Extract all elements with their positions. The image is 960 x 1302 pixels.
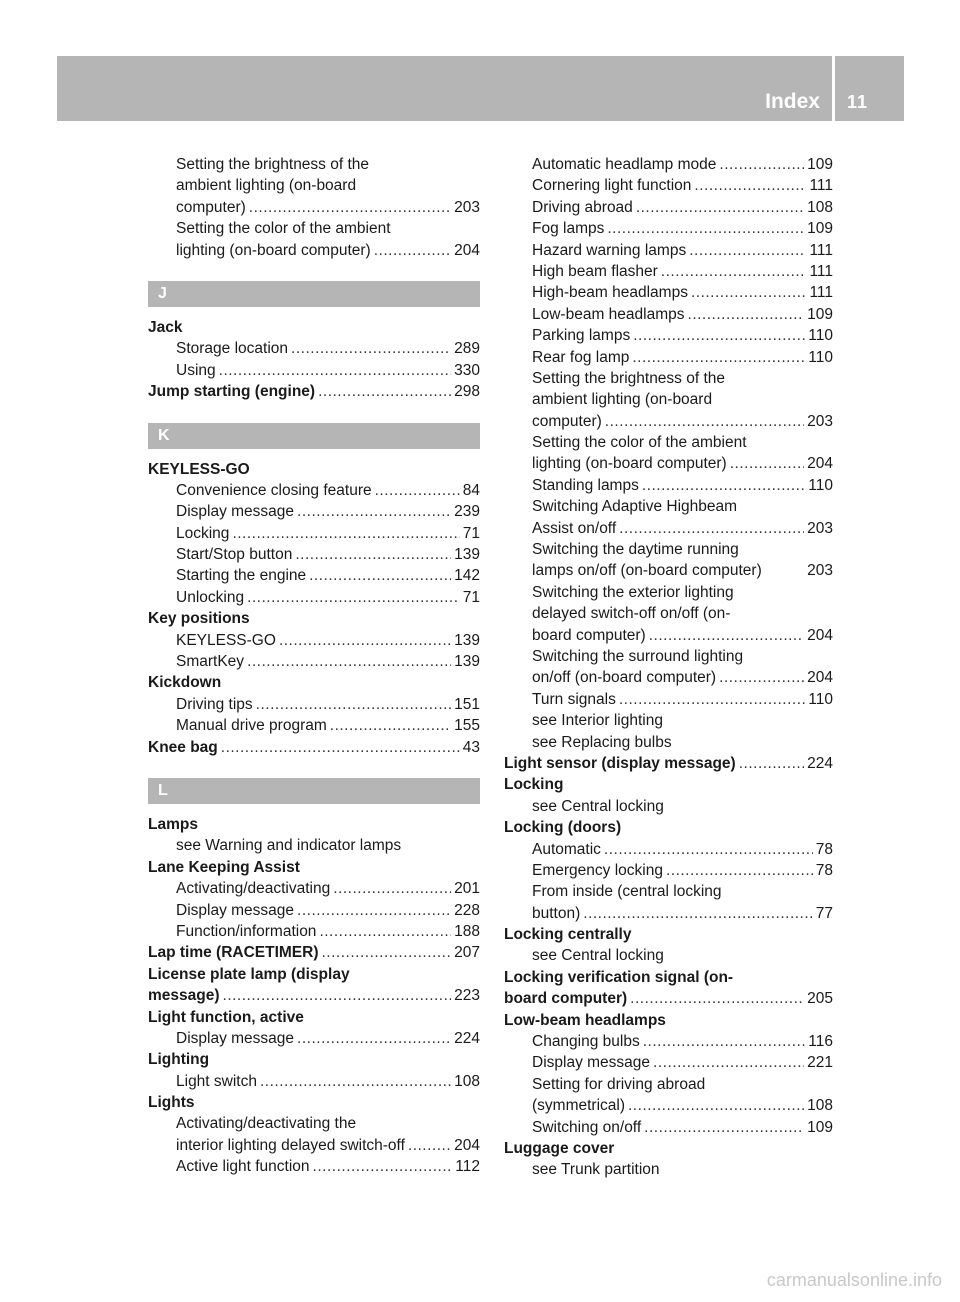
index-subentry bbox=[504, 1117, 833, 1138]
entry-text: Manual drive program bbox=[176, 717, 327, 735]
index-subentry bbox=[504, 603, 833, 624]
entry-text: Using bbox=[176, 361, 216, 379]
entry-text: ambient lighting (on-board bbox=[532, 391, 713, 409]
dot-leader bbox=[661, 261, 807, 282]
dot-leader bbox=[295, 544, 451, 565]
page-ref[interactable]: 204 bbox=[454, 241, 480, 259]
index-subentry bbox=[504, 1074, 833, 1095]
entry-text: Parking lamps bbox=[532, 327, 631, 345]
entry-text: Turn signals bbox=[532, 690, 616, 708]
dot-leader bbox=[689, 240, 806, 261]
index-subentry bbox=[148, 630, 480, 651]
entry-text: Fog lamps bbox=[532, 220, 605, 238]
entry-text: Lamps bbox=[148, 815, 198, 833]
entry-text: Locking centrally bbox=[504, 926, 632, 944]
index-subentry bbox=[148, 835, 480, 856]
entry-text: Unlocking bbox=[176, 588, 245, 606]
index-entry bbox=[148, 814, 480, 835]
entry-text: Active light function bbox=[176, 1158, 310, 1176]
page-number: 11 bbox=[847, 92, 869, 112]
index-entry bbox=[148, 317, 480, 338]
index-subentry bbox=[148, 240, 480, 261]
page-ref[interactable]: 71 bbox=[462, 524, 480, 542]
index-subentry bbox=[504, 1052, 833, 1073]
index-subentry bbox=[504, 560, 833, 581]
page-ref[interactable]: 111 bbox=[809, 262, 833, 280]
index-entry bbox=[148, 1049, 480, 1070]
index-subentry bbox=[504, 475, 833, 496]
index-subentry bbox=[504, 496, 833, 517]
entry-text: Setting the brightness of the bbox=[176, 156, 370, 173]
index-subentry bbox=[148, 480, 480, 501]
dot-leader bbox=[636, 197, 804, 218]
entry-text: interior lighting delayed switch-off bbox=[176, 1136, 405, 1154]
entry-text: see Central locking bbox=[532, 797, 664, 815]
entry-text: Jack bbox=[148, 318, 183, 336]
dot-leader bbox=[739, 753, 804, 774]
entry-text: Emergency locking bbox=[532, 861, 663, 879]
index-subentry bbox=[148, 694, 480, 715]
dot-leader bbox=[333, 878, 451, 899]
page-ref[interactable]: 77 bbox=[815, 904, 833, 922]
dot-leader bbox=[628, 1095, 804, 1116]
entry-text: Switching on/off bbox=[532, 1118, 642, 1136]
dot-leader bbox=[691, 282, 806, 303]
entry-text: Standing lamps bbox=[532, 476, 639, 494]
index-subentry bbox=[148, 544, 480, 565]
index-subentry bbox=[148, 501, 480, 522]
page-ref[interactable]: 239 bbox=[454, 503, 480, 521]
index-subentry bbox=[504, 325, 833, 346]
dot-leader bbox=[322, 942, 452, 963]
index-entry bbox=[504, 774, 833, 795]
index-subentry bbox=[504, 347, 833, 368]
page-ref[interactable]: 110 bbox=[808, 476, 833, 494]
dot-leader bbox=[730, 453, 804, 474]
page-ref[interactable]: 203 bbox=[807, 519, 833, 537]
dot-leader bbox=[223, 985, 452, 1006]
index-entry bbox=[148, 459, 480, 480]
dot-leader bbox=[318, 381, 451, 402]
index-subentry bbox=[148, 878, 480, 899]
index-subentry bbox=[504, 218, 833, 239]
page-ref[interactable]: 112 bbox=[455, 1158, 480, 1176]
index-subentry bbox=[148, 360, 480, 381]
entry-text: Light switch bbox=[176, 1072, 257, 1090]
entry-text: License plate lamp (display bbox=[148, 965, 350, 983]
page-ref[interactable]: 224 bbox=[807, 754, 833, 772]
page-ref[interactable]: 109 bbox=[807, 1118, 833, 1136]
page-ref[interactable]: 111 bbox=[809, 241, 833, 259]
index-entry bbox=[504, 1138, 833, 1159]
page-ref[interactable]: 109 bbox=[807, 220, 833, 238]
page-ref[interactable]: 289 bbox=[454, 340, 480, 358]
dot-leader bbox=[666, 860, 813, 881]
entry-text: lighting (on-board computer) bbox=[532, 455, 727, 473]
page-ref[interactable]: 205 bbox=[807, 990, 833, 1008]
entry-text: message) bbox=[148, 987, 220, 1005]
page-ref[interactable]: 223 bbox=[454, 987, 480, 1005]
entry-text: see Warning and indicator lamps bbox=[176, 837, 402, 855]
entry-text: lighting (on-board computer) bbox=[176, 241, 371, 259]
index-subentry bbox=[504, 282, 833, 303]
entry-text: Low-beam headlamps bbox=[504, 1011, 666, 1029]
dot-leader bbox=[719, 667, 804, 688]
index-subentry bbox=[148, 565, 480, 586]
index-subentry bbox=[504, 646, 833, 667]
index-subentry bbox=[504, 368, 833, 389]
page-ref[interactable]: 110 bbox=[808, 690, 833, 708]
index-subentry bbox=[148, 338, 480, 359]
index-entry bbox=[148, 737, 480, 758]
dot-leader bbox=[221, 737, 460, 758]
entry-text: see Central locking bbox=[532, 947, 664, 965]
entry-text: Locking verification signal (on- bbox=[504, 968, 734, 986]
index-subentry bbox=[148, 651, 480, 672]
index-subentry bbox=[504, 197, 833, 218]
dot-leader bbox=[605, 411, 804, 432]
dot-leader bbox=[632, 347, 805, 368]
entry-text: Jump starting (engine) bbox=[148, 383, 316, 401]
page-ref[interactable]: 142 bbox=[454, 567, 480, 585]
index-subentry bbox=[148, 197, 480, 218]
entry-text: From inside (central locking bbox=[532, 883, 722, 901]
entry-text: on/off (on-board computer) bbox=[532, 669, 717, 687]
entry-text: Automatic headlamp mode bbox=[532, 156, 717, 173]
index-subentry bbox=[504, 154, 833, 175]
dot-leader bbox=[260, 1071, 451, 1092]
section-letter-l: L bbox=[148, 778, 480, 804]
index-subentry bbox=[504, 453, 833, 474]
page-ref[interactable]: 139 bbox=[454, 653, 480, 671]
index-subentry bbox=[148, 1028, 480, 1049]
page-ref[interactable]: 111 bbox=[809, 284, 833, 302]
dot-leader bbox=[642, 475, 805, 496]
page-ref[interactable]: 78 bbox=[815, 861, 833, 879]
index-entry bbox=[504, 817, 833, 838]
dot-leader bbox=[247, 587, 460, 608]
dot-leader bbox=[607, 218, 804, 239]
entry-text: see Interior lighting bbox=[532, 712, 663, 730]
index-entry bbox=[148, 672, 480, 693]
dot-leader bbox=[604, 839, 813, 860]
index-subentry bbox=[504, 689, 833, 710]
index-entry bbox=[148, 857, 480, 878]
index-column-right bbox=[504, 154, 833, 1181]
dot-leader bbox=[643, 1031, 806, 1052]
index-subentry bbox=[504, 389, 833, 410]
page-ref[interactable]: 203 bbox=[454, 198, 480, 216]
page-ref[interactable]: 151 bbox=[454, 695, 480, 713]
page-header-bar bbox=[57, 56, 904, 121]
dot-leader bbox=[719, 154, 804, 175]
dot-leader bbox=[649, 625, 804, 646]
entry-text: Display message bbox=[176, 503, 295, 521]
entry-text: Convenience closing feature bbox=[176, 481, 372, 499]
page-ref[interactable]: 109 bbox=[807, 156, 833, 173]
dot-leader bbox=[232, 523, 459, 544]
index-subentry bbox=[148, 715, 480, 736]
index-entry bbox=[148, 1007, 480, 1028]
entry-text: Automatic bbox=[532, 840, 601, 858]
page-ref[interactable]: 111 bbox=[809, 177, 833, 195]
entry-text: Rear fog lamp bbox=[532, 348, 630, 366]
entry-text: board computer) bbox=[532, 626, 646, 644]
entry-text: Display message bbox=[532, 1054, 651, 1072]
index-subentry bbox=[504, 945, 833, 966]
index-subentry bbox=[504, 539, 833, 560]
page-ref[interactable]: 139 bbox=[454, 546, 480, 564]
dot-leader bbox=[374, 240, 451, 261]
page-ref[interactable]: 155 bbox=[454, 717, 480, 735]
page-ref[interactable]: 71 bbox=[462, 588, 480, 606]
section-letter-k: K bbox=[148, 423, 480, 449]
dot-leader bbox=[583, 903, 812, 924]
page-ref[interactable]: 108 bbox=[454, 1072, 480, 1090]
page-ref[interactable]: 228 bbox=[454, 901, 480, 919]
entry-text: Driving abroad bbox=[532, 198, 633, 216]
entry-text: Kickdown bbox=[148, 674, 222, 692]
dot-leader bbox=[408, 1135, 451, 1156]
index-subentry bbox=[504, 860, 833, 881]
dot-leader bbox=[247, 651, 451, 672]
page-ref[interactable]: 204 bbox=[807, 669, 833, 687]
page-ref[interactable]: 330 bbox=[454, 361, 480, 379]
index-entry bbox=[148, 942, 480, 963]
index-subentry bbox=[504, 1031, 833, 1052]
entry-text: Key positions bbox=[148, 610, 250, 628]
entry-text: Lane Keeping Assist bbox=[148, 858, 300, 876]
entry-text: button) bbox=[532, 904, 581, 922]
section-letter-j: J bbox=[148, 281, 480, 307]
entry-text: computer) bbox=[532, 412, 602, 430]
page-ref[interactable]: 201 bbox=[454, 880, 480, 898]
index-entry bbox=[148, 608, 480, 629]
entry-text: Lights bbox=[148, 1094, 195, 1112]
entry-text: Low-beam headlamps bbox=[532, 305, 685, 323]
dot-leader bbox=[630, 988, 804, 1009]
page-ref[interactable]: 204 bbox=[807, 626, 833, 644]
dot-leader bbox=[309, 565, 451, 586]
entry-text: Start/Stop button bbox=[176, 546, 293, 564]
page-ref[interactable]: 43 bbox=[462, 738, 480, 756]
index-subentry bbox=[504, 732, 833, 753]
dot-leader bbox=[256, 694, 451, 715]
index-entry bbox=[504, 1010, 833, 1031]
entry-text: Switching the daytime running bbox=[532, 541, 739, 559]
dot-leader bbox=[313, 1156, 453, 1177]
index-subentry bbox=[148, 921, 480, 942]
entry-text: Switching the surround lighting bbox=[532, 647, 744, 665]
watermark: carmanualsonline.info bbox=[766, 1270, 942, 1290]
page-ref[interactable]: 207 bbox=[454, 944, 480, 962]
entry-text: (symmetrical) bbox=[532, 1097, 625, 1115]
index-subentry bbox=[504, 432, 833, 453]
index-subentry bbox=[148, 523, 480, 544]
index-subentry bbox=[148, 175, 480, 196]
index-subentry bbox=[504, 175, 833, 196]
index-entry bbox=[504, 988, 833, 1009]
entry-text: High-beam headlamps bbox=[532, 284, 688, 302]
dot-leader bbox=[249, 197, 451, 218]
index-subentry bbox=[148, 1156, 480, 1177]
entry-text: see Replacing bulbs bbox=[532, 733, 672, 751]
dot-leader bbox=[279, 630, 451, 651]
dot-leader bbox=[633, 325, 805, 346]
page-ref[interactable]: 110 bbox=[808, 327, 833, 345]
index-entry bbox=[504, 753, 833, 774]
dot-leader bbox=[375, 480, 460, 501]
entry-text: Switching the exterior lighting bbox=[532, 583, 734, 601]
entry-text: Knee bag bbox=[148, 738, 218, 756]
entry-text: Starting the engine bbox=[176, 567, 307, 585]
index-subentry bbox=[148, 154, 480, 175]
entry-text: Lighting bbox=[148, 1051, 210, 1069]
page-ref[interactable]: 84 bbox=[462, 481, 480, 499]
dot-leader bbox=[644, 1117, 804, 1138]
dot-leader bbox=[297, 1028, 451, 1049]
index-subentry bbox=[504, 582, 833, 603]
entry-text: High beam flasher bbox=[532, 262, 658, 280]
page-ref[interactable]: 108 bbox=[807, 1097, 833, 1115]
page-ref[interactable]: 204 bbox=[807, 455, 833, 473]
entry-text: Display message bbox=[176, 901, 295, 919]
entry-text: board computer) bbox=[504, 990, 628, 1008]
entry-text: Switching Adaptive Highbeam bbox=[532, 498, 738, 516]
entry-text: Light function, active bbox=[148, 1008, 304, 1026]
index-subentry bbox=[504, 304, 833, 325]
entry-text: Activating/deactivating the bbox=[176, 1115, 357, 1133]
page-ref[interactable]: 221 bbox=[807, 1054, 833, 1072]
entry-text: KEYLESS-GO bbox=[176, 631, 276, 649]
index-subentry bbox=[148, 1071, 480, 1092]
index-subentry bbox=[504, 518, 833, 539]
index-subentry bbox=[504, 796, 833, 817]
entry-text: Locking (doors) bbox=[504, 819, 622, 837]
entry-text: Locking bbox=[504, 776, 564, 794]
index-subentry bbox=[504, 1159, 833, 1180]
header-separator bbox=[832, 56, 835, 121]
page-ref[interactable]: 298 bbox=[454, 383, 480, 401]
page-ref[interactable]: 110 bbox=[808, 348, 833, 366]
entry-text: Setting the color of the ambient bbox=[176, 220, 391, 238]
index-subentry bbox=[504, 261, 833, 282]
entry-text: SmartKey bbox=[176, 653, 245, 671]
header-title: Index bbox=[765, 90, 820, 113]
entry-text: Hazard warning lamps bbox=[532, 241, 687, 259]
entry-text: KEYLESS-GO bbox=[148, 460, 250, 478]
dot-leader bbox=[219, 360, 451, 381]
index-subentry bbox=[504, 710, 833, 731]
index-entry bbox=[148, 1092, 480, 1113]
entry-text: Lap time (RACETIMER) bbox=[148, 944, 319, 962]
entry-text: Locking bbox=[176, 524, 230, 542]
page-ref[interactable]: 203 bbox=[807, 412, 833, 430]
entry-text: see Trunk partition bbox=[532, 1161, 660, 1179]
index-subentry bbox=[148, 1135, 480, 1156]
dot-leader bbox=[330, 715, 451, 736]
entry-text: Setting the color of the ambient bbox=[532, 434, 747, 452]
entry-text: Activating/deactivating bbox=[176, 880, 331, 898]
dot-leader bbox=[291, 338, 451, 359]
dot-leader bbox=[694, 175, 806, 196]
page-ref[interactable]: 204 bbox=[454, 1136, 480, 1154]
entry-text: Storage location bbox=[176, 340, 289, 358]
index-subentry bbox=[504, 240, 833, 261]
index-subentry bbox=[504, 881, 833, 902]
index-subentry bbox=[504, 411, 833, 432]
index-subentry bbox=[148, 1113, 480, 1134]
entry-text: computer) bbox=[176, 198, 246, 216]
dot-leader bbox=[619, 518, 804, 539]
index-entry bbox=[148, 964, 480, 985]
index-subentry bbox=[148, 900, 480, 921]
page-ref[interactable]: 188 bbox=[454, 922, 480, 940]
dot-leader bbox=[319, 921, 451, 942]
entry-text: Setting the brightness of the bbox=[532, 369, 726, 387]
entry-text: Driving tips bbox=[176, 695, 253, 713]
index-column-left bbox=[148, 154, 480, 1178]
entry-text: Cornering light function bbox=[532, 177, 692, 195]
dot-leader bbox=[688, 304, 805, 325]
entry-text: Changing bulbs bbox=[532, 1033, 640, 1051]
index-subentry bbox=[148, 587, 480, 608]
entry-text: Display message bbox=[176, 1029, 295, 1047]
page-ref[interactable]: 203 bbox=[807, 562, 833, 580]
page-ref[interactable]: 116 bbox=[808, 1033, 833, 1051]
dot-leader bbox=[619, 689, 805, 710]
index-subentry bbox=[148, 218, 480, 239]
entry-text: delayed switch-off on/off (on- bbox=[532, 605, 731, 623]
entry-text: Assist on/off bbox=[532, 519, 617, 537]
index-subentry bbox=[504, 903, 833, 924]
index-entry bbox=[504, 967, 833, 988]
page-ref[interactable]: 224 bbox=[454, 1029, 480, 1047]
page-ref[interactable]: 78 bbox=[815, 840, 833, 858]
index-subentry bbox=[504, 667, 833, 688]
dot-leader bbox=[297, 900, 451, 921]
index-subentry bbox=[504, 839, 833, 860]
entry-text: Function/information bbox=[176, 922, 317, 940]
entry-text: lamps on/off (on-board computer) bbox=[532, 562, 762, 580]
page-ref[interactable]: 139 bbox=[454, 631, 480, 649]
index-subentry bbox=[504, 625, 833, 646]
entry-text: ambient lighting (on-board bbox=[176, 177, 357, 195]
index-entry bbox=[148, 985, 480, 1006]
page-ref[interactable]: 109 bbox=[807, 305, 833, 323]
dot-leader bbox=[653, 1052, 804, 1073]
entry-text: Light sensor (display message) bbox=[504, 754, 736, 772]
entry-text: Setting for driving abroad bbox=[532, 1075, 706, 1093]
entry-text: Luggage cover bbox=[504, 1139, 615, 1157]
page-ref[interactable]: 108 bbox=[807, 198, 833, 216]
index-entry bbox=[504, 924, 833, 945]
dot-leader bbox=[297, 501, 451, 522]
index-subentry bbox=[504, 1095, 833, 1116]
index-entry bbox=[148, 381, 480, 402]
